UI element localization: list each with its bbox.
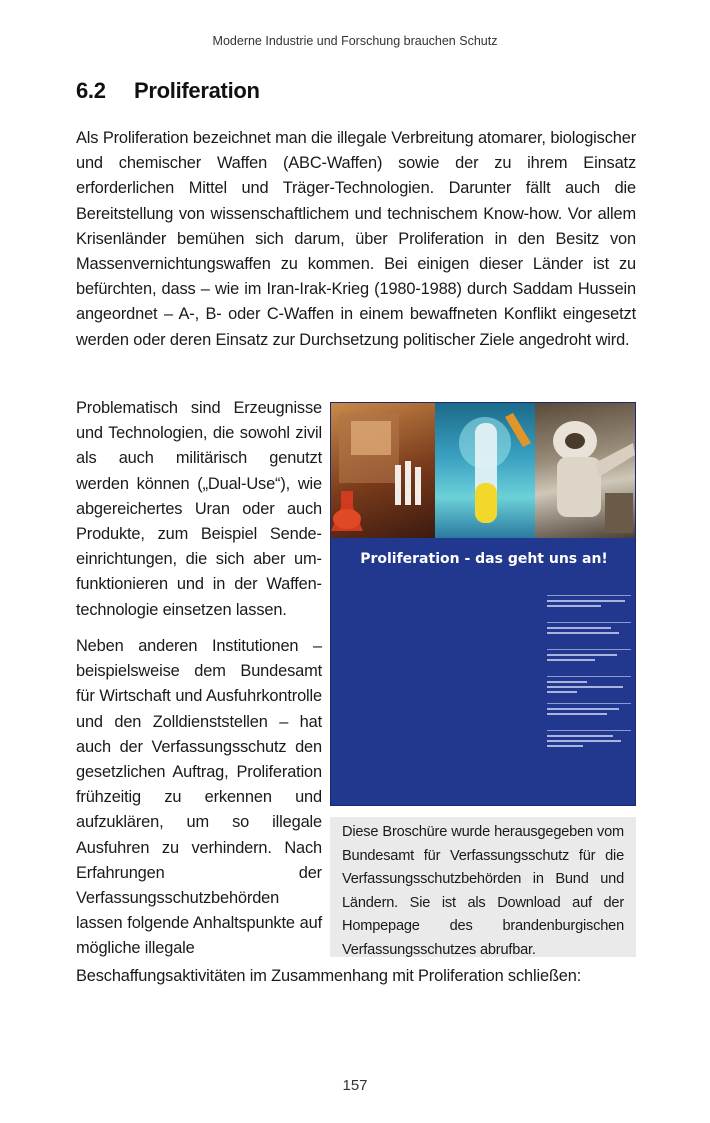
brochure-contents-entry (547, 676, 631, 703)
figure-caption: Diese Broschüre wurde herausgegeben vom Bundesamt für Verfassungsschutz für die Verfassungsschutzbehörden in Bund und Ländern. Sie ist als Download auf der Hompepage des brandenburgischen Verfassungsschutzes abrufbar. (330, 817, 636, 957)
paragraph-intro: Als Proliferation bezeichnet man die illegale Verbreitung atomarer, biologischer und chemischer Waffen (ABC-Waffen) sowie der zu ihrem Einsatz erforderlichen Mittel und Träger-Technologien. Darunter fällt auch die Bereitstellung von wissenschaftlichem und technischem Know-how. Vor allem Krisenländer bemühen sich darum, über Proliferation in den Besitz von Massenvernichtungswaffen zu kommen. Bei einigen dieser Länder ist zu befürchten, dass – wie im Iran-Irak-Krieg (1980-1988) durch Saddam Hussein angeordnet – A-, B- oder C-Waffen in einem bewaffneten Konflikt eingesetzt werden oder deren Einsatz zur Durchsetzung politischer Ziele angedroht wird. (76, 129, 636, 349)
brochure-contents-entry (547, 649, 631, 676)
brochure-contents-entry (547, 730, 631, 757)
brochure-photo-strip (331, 403, 636, 538)
brochure-photo-lab-flask (331, 403, 435, 538)
brochure-photo-test-tube (435, 403, 535, 538)
section-title: Proliferation (134, 78, 260, 103)
brochure-cover-image (330, 402, 636, 806)
running-header: Moderne Industrie und Forschung brauchen Schutz (212, 34, 498, 48)
paragraph-continuation-line: Beschaffungsaktivitäten im Zusammenhang mit Proliferation schließen: (76, 967, 582, 985)
page-number: 157 (342, 1077, 368, 1094)
brochure-photo-protective-suit (535, 403, 636, 538)
brochure-title: Proliferation - das geht uns an! (360, 551, 608, 567)
brochure-contents-list (547, 595, 631, 757)
brochure-contents-entry (547, 703, 631, 730)
section-heading (76, 78, 260, 104)
brochure-contents-entry (547, 595, 631, 622)
brochure-contents-entry (547, 622, 631, 649)
paragraph-verfassungsschutz: Neben anderen Institutionen – beispielsweise dem Bundesamt für Wirtschaft und Ausfuhrkontrolle und den Zolldienststellen – hat auch der Verfassungsschutz den gesetzlichen Auftrag, Proliferation frühzeitig zu erkennen und aufzuklären, um so illegale Ausfuhren zu verhindern. Nach Erfahrungen der Verfassungsschutzbehörden lassen folgende Anhaltspunkte auf mögliche illegale (76, 637, 322, 958)
section-number: 6.2 (76, 78, 106, 103)
paragraph-dual-use: Problematisch sind Erzeugnisse und Technologien, die sowohl zivil als auch militärisch genutzt werden können („Dual-Use“), wie abgereichertes Uran oder auch Produkte, zum Beispiel Sendeeinrichtungen, die sich aber umfunktionieren und in der Waffentechnologie einsetzen lassen. (76, 399, 322, 619)
brochure-figure (330, 402, 636, 962)
